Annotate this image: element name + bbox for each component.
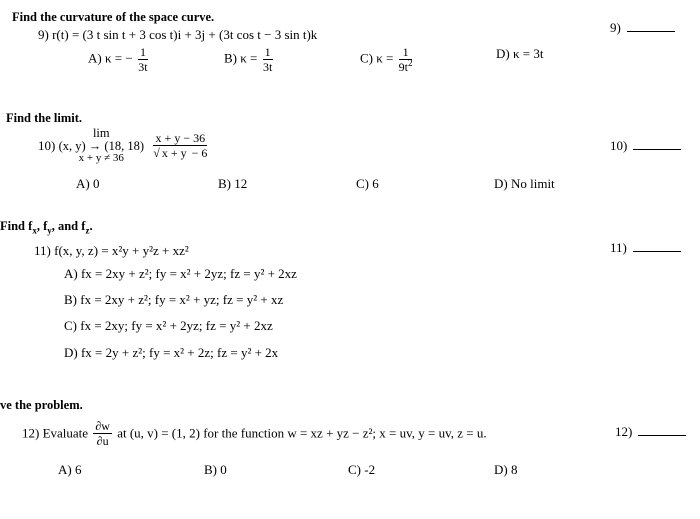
answer-slot-10[interactable]	[610, 138, 681, 154]
answer-slot-11[interactable]	[610, 240, 681, 256]
choice-label: A) κ = −	[88, 50, 133, 66]
heading-sub: z	[85, 225, 90, 236]
heading-text: Find f	[0, 219, 33, 233]
numerator: x + y − 36	[153, 132, 207, 146]
answer-blank[interactable]	[627, 21, 675, 32]
fraction	[138, 46, 148, 73]
question-text: f(x, y, z) = x²y + y²z + xz²	[54, 243, 189, 258]
choice-label: C) κ =	[360, 50, 394, 66]
question-number: 12)	[22, 425, 40, 441]
choice-c: C) fx = 2xy; fy = x² + 2yz; fz = y² + 2xz	[64, 318, 273, 333]
limit-fraction	[153, 132, 207, 159]
choice-label: B) κ =	[224, 50, 258, 66]
answer-label: 12)	[615, 424, 633, 439]
denominator: 3t	[262, 60, 273, 74]
question-11-stem	[34, 243, 189, 259]
choice-b: B) 0	[204, 462, 227, 477]
choice-d: D) fx = 2y + z²; fy = x² + 2z; fz = y² + 2x	[64, 345, 279, 360]
question-number: 11)	[34, 243, 51, 258]
choice-b: B) fx = 2xy + z²; fy = x² + yz; fz = y² + xz	[64, 292, 284, 307]
question-number: 9)	[38, 27, 49, 42]
numerator: 1	[264, 45, 271, 59]
choice-b	[224, 46, 275, 73]
heading-sub: x	[32, 225, 37, 236]
heading-sub: y	[47, 225, 52, 236]
answer-blank[interactable]	[633, 241, 681, 252]
limit-word: lim	[92, 126, 110, 140]
question-number: 10)	[38, 137, 56, 153]
choice-a: A) 0	[76, 176, 100, 191]
choice-d: D) No limit	[494, 176, 555, 191]
answer-blank[interactable]	[638, 425, 686, 436]
answer-label: 11)	[610, 240, 627, 255]
section-heading-solve: ve the problem.	[0, 398, 83, 412]
denominator	[399, 60, 413, 73]
denominator: 3t	[138, 60, 148, 74]
answer-blank[interactable]	[633, 139, 681, 150]
choice-d: D) 8	[494, 462, 518, 477]
question-9-stem	[38, 27, 317, 43]
heading-text: , f	[36, 219, 48, 233]
denominator-base: 9t	[398, 60, 408, 74]
choice-c: C) 6	[356, 176, 379, 191]
choice-a: A) 6	[58, 462, 82, 477]
partial-derivative	[93, 420, 112, 447]
radicand: x + y	[161, 146, 187, 161]
fraction	[263, 46, 273, 73]
exponent: 2	[407, 58, 413, 68]
question-text-post: at (u, v) = (1, 2) for the function w = xz + yz − z²; x = uv, y = uv, z = u.	[117, 425, 487, 441]
denominator: √ x + y − 6	[153, 146, 208, 161]
choice-b: B) 12	[218, 176, 248, 191]
limit-condition: x + y ≠ 36	[78, 152, 124, 165]
heading-text: , and f	[51, 219, 86, 233]
choice-a	[88, 46, 150, 73]
choice-c	[360, 46, 414, 73]
section-heading-partials	[0, 219, 93, 234]
choice-d: D) κ = 3t	[496, 46, 544, 61]
answer-label: 10)	[610, 138, 628, 153]
heading-text: .	[89, 219, 93, 233]
answer-slot-12[interactable]	[615, 424, 686, 440]
denominator-rest: − 6	[188, 146, 208, 161]
limit-operator	[59, 127, 144, 165]
fraction	[399, 46, 413, 73]
answer-label: 9)	[610, 20, 621, 35]
limit-approach: (x, y) → (18, 18)	[58, 139, 144, 154]
choice-c: C) -2	[348, 462, 376, 477]
denominator: ∂u	[96, 434, 109, 448]
question-10-stem	[38, 127, 209, 165]
section-heading-curvature: Find the curvature of the space curve.	[12, 10, 215, 24]
numerator: 1	[139, 45, 146, 59]
numerator: 1	[399, 46, 413, 60]
question-text: r(t) = (3 t sin t + 3 cos t)i + 3j + (3t cos t − 3 sin t)k	[52, 27, 318, 42]
question-text-pre: Evaluate	[42, 425, 89, 441]
section-heading-limit: Find the limit.	[6, 111, 83, 125]
numerator: ∂w	[95, 419, 110, 433]
question-12-stem	[22, 420, 487, 447]
answer-slot-9[interactable]	[610, 20, 675, 36]
choice-a: A) fx = 2xy + z²; fy = x² + 2yz; fz = y² + 2xz	[64, 266, 297, 281]
